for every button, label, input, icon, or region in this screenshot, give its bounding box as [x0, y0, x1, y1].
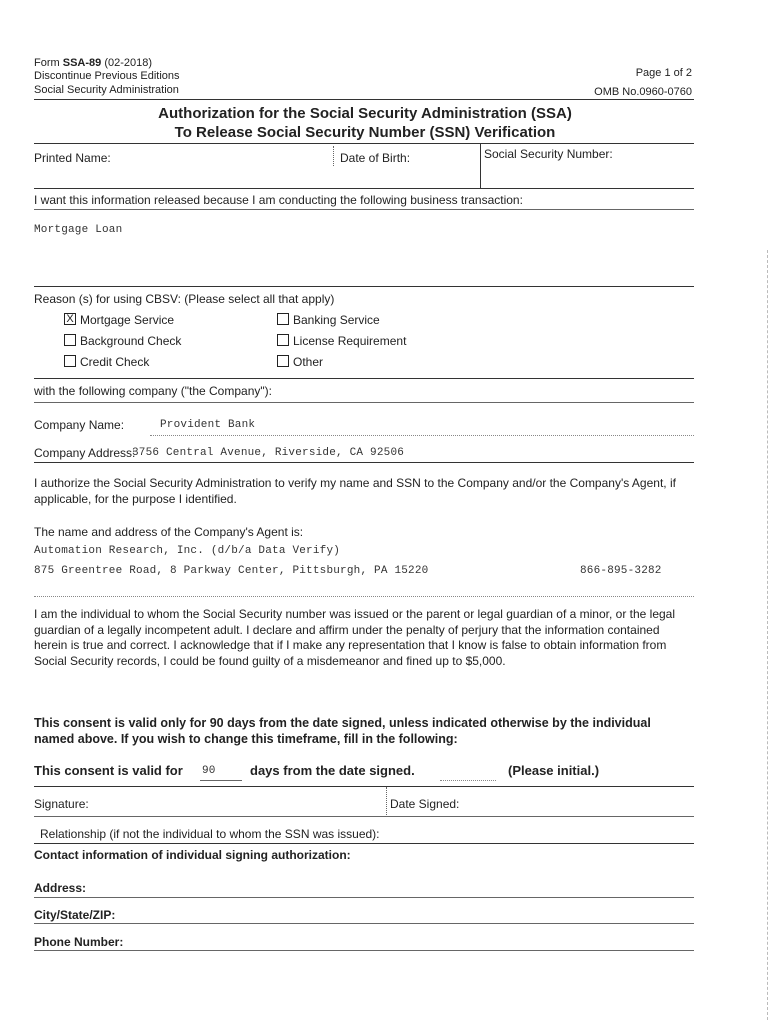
- check-mark-icon: [278, 335, 288, 345]
- check-mark-icon: [278, 314, 288, 324]
- checkbox[interactable]: [64, 355, 76, 367]
- check-mark-icon: [65, 335, 75, 345]
- initial-label: (Please initial.): [508, 763, 600, 778]
- reason-option-label: Mortgage Service: [80, 313, 175, 327]
- relationship-rule[interactable]: [34, 843, 694, 844]
- company-address-label: Company Address:: [34, 446, 136, 460]
- company-intro-rule: [34, 402, 694, 403]
- field-divider: [480, 143, 481, 188]
- checkbox[interactable]: [277, 313, 289, 325]
- consent-days-value[interactable]: 90: [202, 765, 216, 777]
- transaction-bottom-rule: [34, 286, 694, 287]
- signature-divider: [386, 787, 387, 815]
- reason-option-label: Other: [293, 355, 324, 369]
- form-code: SSA-89: [62, 57, 102, 69]
- ssn-label: Social Security Number:: [484, 147, 613, 161]
- reason-option-label: License Requirement: [293, 334, 407, 348]
- discontinue-note: Discontinue Previous Editions: [34, 70, 180, 82]
- transaction-label: I want this information released because I am conducting the following business transaction:: [34, 193, 523, 207]
- agent-line-1[interactable]: Automation Research, Inc. (d/b/a Data Verify): [34, 545, 341, 557]
- checkbox[interactable]: [64, 313, 76, 325]
- company-intro: with the following company ("the Company"):: [34, 384, 272, 398]
- agent-phone[interactable]: 866-895-3282: [580, 565, 662, 577]
- contact-address-label: Address:: [34, 881, 87, 895]
- reason-option[interactable]: [64, 355, 149, 370]
- contact-city-rule[interactable]: [34, 923, 694, 924]
- contact-heading: Contact information of individual signing authorization:: [34, 848, 351, 862]
- agent-label: The name and address of the Company's Agent is:: [34, 525, 304, 539]
- reason-option-label: Credit Check: [80, 355, 150, 369]
- agent-line-2[interactable]: 875 Greentree Road, 8 Parkway Center, Pittsburgh, PA 15220: [34, 565, 429, 577]
- title-rule: [34, 143, 694, 144]
- check-mark-icon: [278, 356, 288, 366]
- field-row-rule: [34, 188, 694, 189]
- reason-option[interactable]: [64, 313, 174, 328]
- checkbox[interactable]: [277, 355, 289, 367]
- form-title-line-2: To Release Social Security Number (SSN) Verification: [174, 124, 556, 141]
- signature-rule[interactable]: [34, 816, 694, 817]
- reason-option[interactable]: [64, 334, 181, 349]
- consent-rule: [34, 786, 694, 787]
- agent-rule: [34, 596, 694, 597]
- consent-valid-suffix: days from the date signed.: [250, 763, 415, 778]
- transaction-rule: [34, 209, 694, 210]
- checkbox[interactable]: [64, 334, 76, 346]
- company-name-label: Company Name:: [34, 418, 125, 432]
- page-number: Page 1 of 2: [635, 67, 692, 79]
- consent-valid-prefix: This consent is valid for: [34, 763, 183, 778]
- reasons-rule: [34, 378, 694, 379]
- form-prefix: Form: [34, 57, 63, 69]
- consent-days-rule: [200, 780, 242, 781]
- signature-label: Signature:: [34, 797, 89, 811]
- contact-phone-label: Phone Number:: [34, 935, 124, 949]
- reasons-label: Reason (s) for using CBSV: (Please select all that apply): [34, 292, 335, 306]
- reason-option[interactable]: [277, 334, 406, 349]
- scan-margin-line: [767, 250, 768, 1020]
- contact-phone-rule[interactable]: [34, 950, 694, 951]
- check-mark-icon: [65, 356, 75, 366]
- reason-option-label: Banking Service: [293, 313, 380, 327]
- form-date: (02-2018): [101, 57, 153, 69]
- date-signed-label: Date Signed:: [390, 797, 460, 811]
- company-rule: [34, 462, 694, 463]
- header-rule: [34, 99, 694, 100]
- form-number: [34, 57, 152, 70]
- company-name-rule: [150, 435, 694, 436]
- declaration-text: I am the individual to whom the Social Security number was issued or the parent or legal guardian of a minor, or the legal guardian of a legally incompetent adult. I declare and affirm under the penalty of perjury that the information contained herein is true and correct. I acknowledge that if I make any representation that I know is false to obtain information from Social Security records, I could be found guilty of a misdemeanor and fined up to $5,000.: [34, 607, 676, 668]
- form-title-line-1: Authorization for the Social Security Administration (SSA): [158, 105, 572, 122]
- contact-address-rule[interactable]: [34, 897, 694, 898]
- contact-city-label: City/State/ZIP:: [34, 908, 116, 922]
- company-address-value[interactable]: 3756 Central Avenue, Riverside, CA 92506: [132, 447, 405, 459]
- reason-option-label: Background Check: [80, 334, 182, 348]
- authorization-text: I authorize the Social Security Administration to verify my name and SSN to the Company and/or the Company's Agent, if applicable, for the purpose I identified.: [34, 476, 676, 506]
- check-mark-icon: X: [66, 313, 74, 325]
- initial-rule[interactable]: [440, 780, 496, 781]
- consent-notice: This consent is valid only for 90 days from the date signed, unless indicated otherwise by the individual named above. If you wish to change this timeframe, fill in the following:: [34, 716, 651, 746]
- reason-option[interactable]: [277, 355, 323, 370]
- dob-label: Date of Birth:: [340, 151, 411, 165]
- omb-number: OMB No.0960-0760: [594, 86, 692, 98]
- reason-option[interactable]: [277, 313, 380, 328]
- transaction-value[interactable]: Mortgage Loan: [34, 224, 123, 236]
- company-name-value[interactable]: Provident Bank: [160, 419, 256, 431]
- agency-name: Social Security Administration: [34, 84, 179, 96]
- field-divider: [333, 146, 334, 166]
- printed-name-label: Printed Name:: [34, 151, 111, 165]
- relationship-label: Relationship (if not the individual to whom the SSN was issued):: [40, 827, 380, 841]
- checkbox[interactable]: [277, 334, 289, 346]
